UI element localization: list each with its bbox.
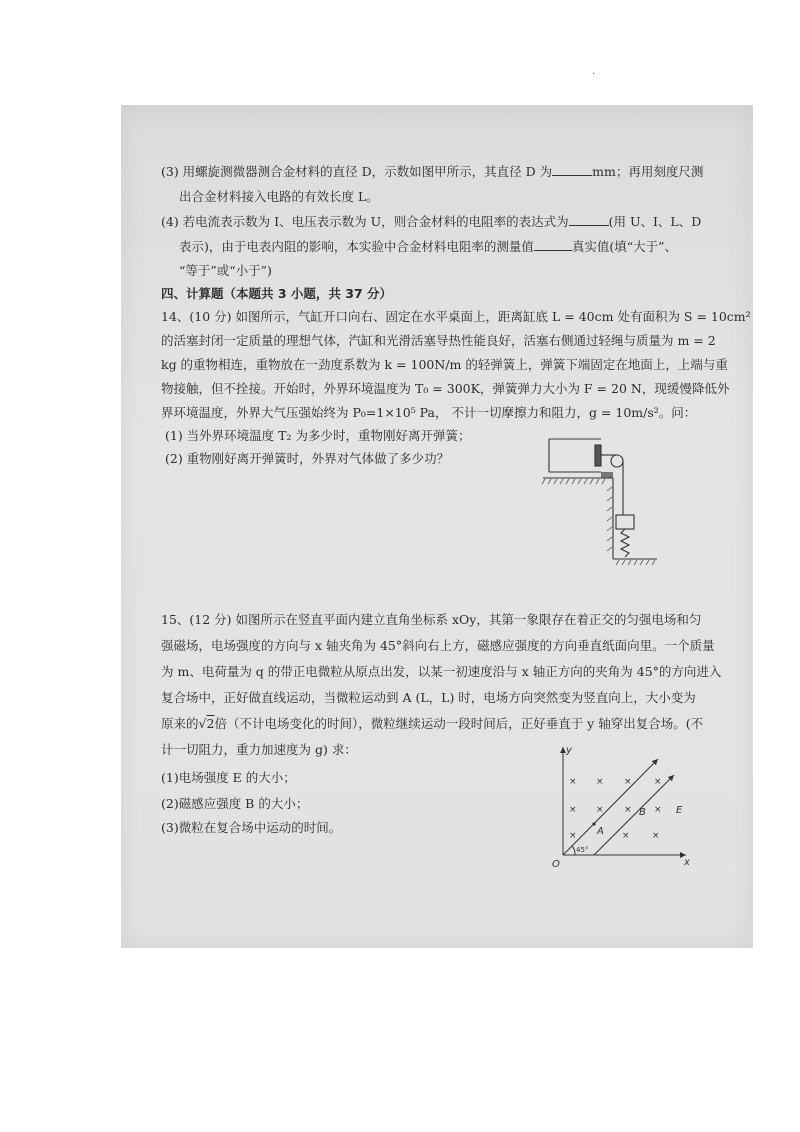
q15-line-5: 原来的√2倍（不计电场变化的时间），微粒继续运动一段时间后，正好垂直于 y 轴穿出复合场。(不 — [161, 716, 704, 731]
q15-sub-3: (3)微粒在复合场中运动的时间。 — [161, 820, 342, 835]
q15-sub-2: (2)磁感应强度 B 的大小； — [161, 796, 309, 811]
piston — [595, 445, 601, 466]
q14-line-2: 的活塞封闭一定质量的理想气体，汽缸和光滑活塞导热性能良好，活塞右侧通过轻绳与质量为 m = 2 — [161, 333, 716, 348]
q15-sub-1: (1)电场强度 E 的大小； — [161, 770, 296, 785]
field-coordinate-figure — [536, 741, 701, 871]
q14-line-1: 14、(10 分) 如图所示，气缸开口向右、固定在水平桌面上，距离缸底 L = 40cm 处有面积为 S = 10cm² — [161, 309, 751, 324]
q14-sub-1: (1) 当外界环境温度 T₂ 为多少时，重物刚好离开弹簧； — [165, 428, 471, 443]
q13-line-4: 表示)，由于电表内阻的影响，本实验中合金材料电阻率的测量值 真实值(填“大于”、 — [179, 239, 678, 254]
cylinder-spring-figure — [541, 435, 661, 573]
b-field-cross: × — [624, 777, 632, 787]
b-field-cross: × — [654, 777, 662, 787]
q13-line-1: (3) 用螺旋测微器测合金材料的直径 D，示数如图甲所示，其直径 D 为 mm；再用刻度尺测 — [161, 164, 704, 179]
pulley — [611, 455, 623, 467]
angle-label: 45° — [576, 846, 589, 854]
b-field-cross: × — [624, 805, 632, 815]
pulley-post — [601, 472, 613, 478]
section-4-title: 四、计算题（本题共 3 小题，共 37 分） — [161, 286, 393, 301]
y-axis-label: y — [566, 745, 572, 756]
q14-line-5: 界环境温度，外界大气压强始终为 P₀=1×10⁵ Pa， 不计一切摩擦力和阻力，g = 10m/s²。问： — [161, 405, 697, 420]
q15-line-2: 强磁场，电场强度的方向与 x 轴夹角为 45°斜向右上方，磁感应强度的方向垂直纸面向里。一个质量 — [161, 638, 715, 653]
point-b-label: B — [639, 807, 646, 818]
b-field-cross: × — [622, 831, 630, 841]
field-e-label: E — [676, 805, 683, 816]
b-field-cross: × — [596, 805, 604, 815]
scanned-exam-page — [121, 105, 753, 948]
q13-line-5: “等于”或“小于”) — [179, 263, 272, 278]
angle-arc — [572, 846, 575, 855]
field-line-lower — [594, 775, 674, 855]
q14-line-4: 物接触，但不拴接。开始时，外界环境温度为 T₀ = 300K，弹簧弹力大小为 F = 20 N，现缓慢降低外 — [161, 381, 730, 396]
q15-line-4: 复合场中，正好做直线运动，当微粒运动到 A (L，L) 时，电场方向突然变为竖直向上，大小变为 — [161, 690, 696, 705]
q13-line-3: (4) 若电流表示数为 I、电压表示数为 U，则合金材料的电阻率的表达式为 (用 U、I、L、D — [161, 214, 702, 229]
b-field-cross: × — [569, 805, 577, 815]
origin-label: O — [552, 859, 560, 870]
q15-line-6: 计一切阻力，重力加速度为 g) 求： — [161, 742, 357, 757]
point-a — [592, 822, 595, 825]
x-axis-label: x — [684, 857, 690, 868]
point-a-label: A — [597, 826, 604, 837]
spring — [621, 529, 629, 557]
q15-line-1: 15、(12 分) 如图所示在竖直平面内建立直角坐标系 xOy，其第一象限存在着正交的匀强电场和匀 — [161, 612, 702, 627]
b-field-cross: × — [652, 831, 660, 841]
weight-block — [616, 515, 634, 529]
q14-sub-2: (2) 重物刚好离开弹簧时，外界对气体做了多少功？ — [165, 451, 450, 466]
b-field-cross: × — [596, 777, 604, 787]
q13-line-2: 出合金材料接入电路的有效长度 L。 — [179, 189, 379, 204]
b-field-cross: × — [569, 831, 577, 841]
q14-line-3: kg 的重物相连，重物放在一劲度系数为 k = 100N/m 的轻弹簧上，弹簧下端固定在地面上，上端与重 — [161, 357, 728, 372]
page-mark: . — [592, 66, 596, 77]
q15-line-3: 为 m、电荷量为 q 的带正电微粒从原点出发，以某一初速度沿与 x 轴正方向的夹角为 45°的方向进入 — [161, 664, 722, 679]
b-field-cross: × — [654, 805, 662, 815]
b-field-cross: × — [569, 777, 577, 787]
